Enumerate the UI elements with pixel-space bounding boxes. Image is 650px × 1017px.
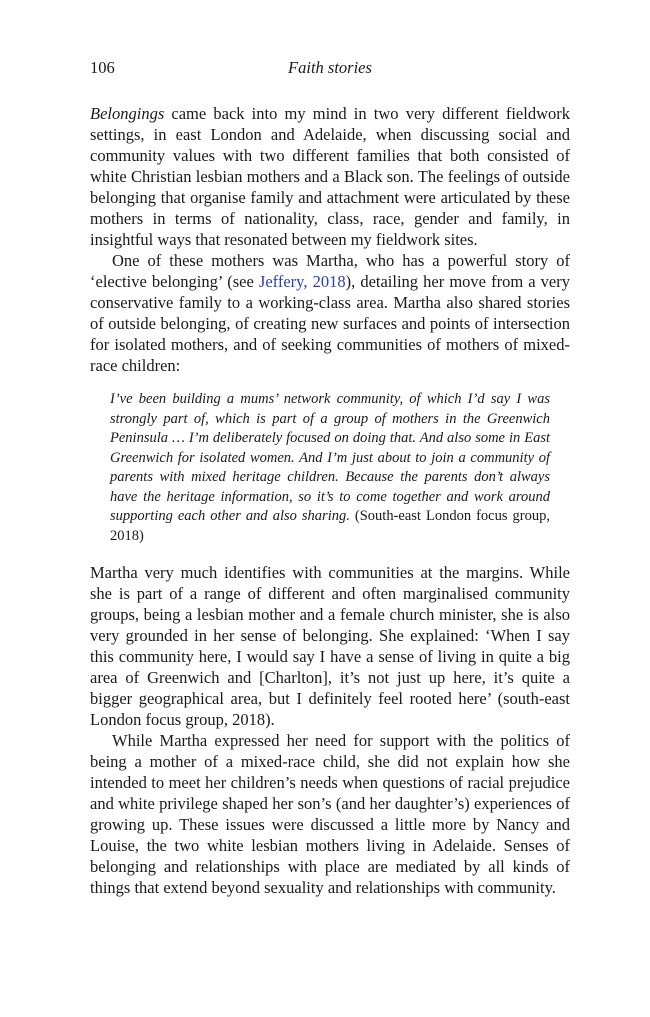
paragraph-2-before: One of these mothers was Martha, who has a powerful story of ‘elective belonging’ (see: [90, 251, 570, 291]
page-header: [90, 58, 570, 82]
block-quote: [110, 390, 550, 546]
italic-lead: Belongings: [90, 104, 165, 123]
paragraph-2: [90, 250, 570, 376]
paragraph-3: Martha very much identifies with communities at the margins. While she is part of a range of different and often marginalised community groups, being a lesbian mother and a female church minister, she is also very grounded in her sense of belonging. She explained: ‘When I say this community here, I would say I have a sense of living in quite a big area of Greenwich and [Charlton], it’s not just up here, it’s quite a bigger geographical area, but I definitely feel rooted here’ (south-east London focus group, 2018).: [90, 563, 570, 729]
quote-source: (South-east London focus group, 2018): [110, 508, 551, 544]
paragraph-1: [90, 103, 570, 250]
quote-text: I’ve been building a mums’ network community, of which I’d say I was strongly part of, which is part of a group of mothers in the Greenwich Peninsula … I’m deliberately focused on doing that. And also some in East Greenwich for isolated women. And I’m just about to join a community of parents with mixed heritage children. Because the parents don’t always have the heritage information, so it’s to come together and work around supporting each other and also sharing.: [110, 391, 550, 524]
running-title: Faith stories: [288, 58, 372, 77]
body-text: [90, 103, 570, 898]
paragraph-1-text: came back into my mind in two very different fieldwork settings, in east London and Adelaide, when discussing social and community values with two different families that both consisted of white Christian lesbian mothers and a Black son. The feelings of outside belonging that organise family and attachment were articulated by these mothers in terms of nationality, class, race, gender and family, in insightful ways that resonated between my fieldwork sites.: [90, 104, 570, 249]
citation-link[interactable]: Jeffery, 2018: [258, 272, 346, 291]
page-number: 106: [90, 58, 115, 77]
paragraph-4: While Martha expressed her need for support with the politics of being a mother of a mixed-race child, she did not explain how she intended to meet her children’s needs when questions of racial prejudice and white privilege shaped her son’s (and her daughter’s) experiences of growing up. These issues were discussed a little more by Nancy and Louise, the two white lesbian mothers living in Adelaide. Senses of belonging and relationships with place are mediated by all kinds of things that extend beyond sexuality and relationships with community.: [90, 731, 570, 897]
paragraph-2-after: ), detailing her move from a very conservative family to a working-class area. Martha also shared stories of outside belonging, of creating new surfaces and points of intersection for isolated mothers, and of seeking communities of mothers of mixed-race children:: [90, 272, 570, 375]
